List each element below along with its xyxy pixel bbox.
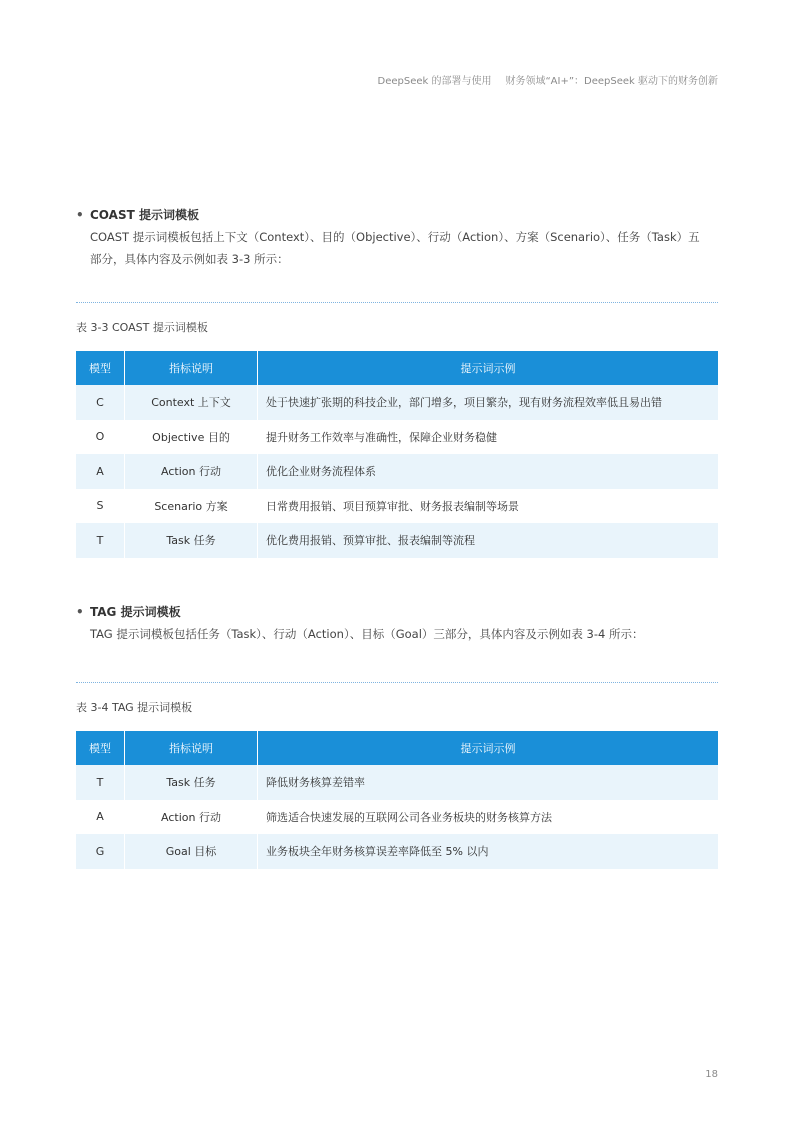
table2-caption: 表 3-4 TAG 提示词模板 (76, 701, 193, 714)
table-row (76, 420, 718, 455)
header-right-text: 财务领域“AI+”：DeepSeek 驱动下的财务创新 (505, 76, 718, 87)
cell-example: 优化企业财务流程体系 (258, 454, 719, 489)
divider (76, 682, 718, 683)
cell-model: A (76, 454, 125, 489)
table-row (76, 385, 718, 420)
cell-example: 提升财务工作效率与准确性，保障企业财务稳健 (258, 420, 719, 455)
cell-model: T (76, 523, 125, 558)
tag-paragraph-line-1: TAG 提示词模板包括任务（Task）、行动（Action）、目标（Goal）三部分，具体内容及示例如表 3-4 所示： (90, 627, 644, 641)
cell-description: Context 上下文 (125, 385, 258, 420)
cell-example: 业务板块全年财务核算误差率降低至 5% 以内 (258, 834, 719, 869)
tag-title (76, 603, 718, 621)
bullet-icon: • (76, 605, 84, 619)
table-row (76, 454, 718, 489)
table-row (76, 834, 718, 869)
table-row (76, 800, 718, 835)
coast-paragraph-line-1: COAST 提示词模板包括上下文（Context）、目的（Objective）、行动（Action）、方案（Scenario）、任务（Task）五 (90, 230, 700, 244)
coast-title (76, 206, 718, 224)
cell-description: Scenario 方案 (125, 489, 258, 524)
coast-paragraph (76, 226, 718, 270)
cell-model: G (76, 834, 125, 869)
cell-model: T (76, 765, 125, 800)
coast-title-text: COAST 提示词模板 (90, 208, 199, 222)
header-left-text: DeepSeek 的部署与使用 (377, 76, 492, 87)
cell-description: Goal 目标 (125, 834, 258, 869)
cell-example: 处于快速扩张期的科技企业，部门增多，项目繁杂，现有财务流程效率低且易出错 (258, 385, 719, 420)
page-header (378, 72, 719, 87)
cell-description: Objective 目的 (125, 420, 258, 455)
tag-section (76, 603, 718, 645)
column-header-description: 指标说明 (125, 731, 258, 765)
divider (76, 302, 718, 303)
cell-model: S (96, 499, 104, 513)
coast-section (76, 206, 718, 270)
column-header-example: 提示词示例 (258, 731, 719, 765)
table-row (76, 489, 718, 524)
cell-description: Task 任务 (125, 523, 258, 558)
column-header-description: 指标说明 (125, 351, 258, 385)
cell-model: C (76, 385, 125, 420)
coast-table (76, 351, 718, 558)
cell-description: Action 行动 (125, 800, 258, 835)
cell-description: Task 任务 (125, 765, 258, 800)
bullet-icon: • (76, 208, 84, 222)
tag-title-text: TAG 提示词模板 (90, 605, 181, 619)
cell-example: 降低财务核算差错率 (258, 765, 719, 800)
cell-model: A (96, 810, 104, 824)
column-header-model: 模型 (76, 351, 125, 385)
column-header-model: 模型 (76, 731, 125, 765)
cell-model: O (95, 430, 105, 444)
column-header-example: 提示词示例 (258, 351, 719, 385)
table-row (76, 765, 718, 800)
coast-paragraph-line-2: 部分，具体内容及示例如表 3-3 所示： (90, 252, 289, 266)
tag-paragraph (76, 623, 718, 645)
cell-example: 优化费用报销、预算审批、报表编制等流程 (258, 523, 719, 558)
page-number: 18 (705, 1069, 718, 1080)
table1-caption: 表 3-3 COAST 提示词模板 (76, 321, 208, 334)
table-row (76, 523, 718, 558)
table-header-row (76, 351, 718, 385)
cell-example: 筛选适合快速发展的互联网公司各业务板块的财务核算方法 (258, 800, 719, 835)
tag-table (76, 731, 718, 869)
cell-example: 日常费用报销、项目预算审批、财务报表编制等场景 (258, 489, 719, 524)
cell-description: Action 行动 (125, 454, 258, 489)
table-header-row (76, 731, 718, 765)
